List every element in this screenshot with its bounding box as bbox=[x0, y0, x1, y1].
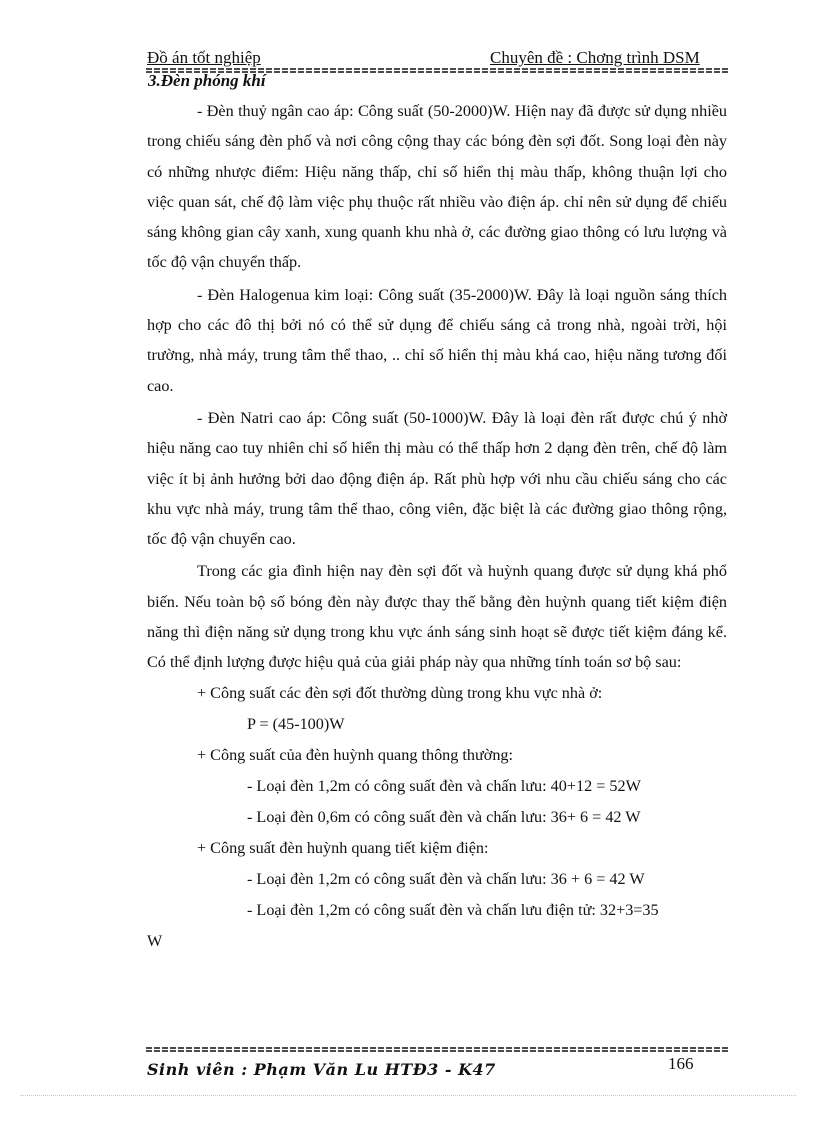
calc-energy-saving-electronic: - Loại đèn 1,2m có công suất đèn và chấn lưu điện tử: 32+3=35 bbox=[247, 900, 659, 919]
calc-item-incandescent: + Công suất các đèn sợi đốt thường dùng trong khu vực nhà ở: bbox=[197, 683, 603, 702]
calc-energy-saving-1-2m: - Loại đèn 1,2m có công suất đèn và chấn lưu: 36 + 6 = 42 W bbox=[247, 869, 645, 888]
header-thesis-label: Đồ án tốt nghiệp bbox=[147, 48, 261, 67]
calc-energy-saving-electronic-unit: W bbox=[147, 931, 163, 950]
paragraph-mercury-lamp: - Đèn thuỷ ngân cao áp: Công suất (50-2000)W. Hiện nay đã được sử dụng nhiều trong chiếu sáng đèn phố và nơi công cộng thay các bóng đèn sợi đốt. Song loại đèn này có những nhược điểm: Hiệu năng thấp, chỉ số hiển thị màu thấp, không thuận lợi cho việc quan sát, chế độ làm việc phụ thuộc rất nhiều vào điện áp. chỉ nên sử dụng để chiếu sáng không gian cây xanh, xung quanh khu nhà ở, các đường giao thông có lưu lượng và tốc độ vận chuyển thấp. bbox=[147, 102, 727, 272]
calc-fluorescent-0-6m: - Loại đèn 0,6m có công suất đèn và chấn lưu: 36+ 6 = 42 W bbox=[247, 807, 641, 826]
calc-item-energy-saving: + Công suất đèn huỳnh quang tiết kiệm điện: bbox=[197, 838, 489, 857]
footer-author: Sinh viên : Phạm Văn Lu HTĐ3 - K47 bbox=[147, 1060, 496, 1079]
header-topic-label: Chuyên đề : Chơng trình DSM bbox=[490, 48, 700, 67]
page-bottom-dotted-divider bbox=[20, 1095, 796, 1096]
paragraph-household-lighting: Trong các gia đình hiện nay đèn sợi đốt và huỳnh quang được sử dụng khá phổ biến. Nếu toàn bộ số bóng đèn này được thay thế bằng đèn huỳnh quang tiết kiệm điện năng thì điện năng sử dụng trong khu vực ánh sáng sinh hoạt sẽ được tiết kiệm đáng kể. Có thể định lượng được hiệu quả của giải pháp này qua những tính toán sơ bộ sau: bbox=[147, 562, 727, 672]
calc-formula-power: P = (45-100)W bbox=[247, 714, 345, 733]
paragraph-halide-lamp: - Đèn Halogenua kim loại: Công suất (35-2000)W. Đây là loại nguồn sáng thích hợp cho các đô thị bởi nó có thể sử dụng để chiếu sáng cả trong nhà, ngoài trời, hội trường, nhà máy, trung tâm thể thao, .. chỉ số hiển thị màu khá cao, hiệu năng tương đối cao. bbox=[147, 285, 727, 395]
page-number: 166 bbox=[668, 1054, 694, 1073]
document-body bbox=[147, 96, 727, 957]
paragraph-sodium-lamp: - Đèn Natri cao áp: Công suất (50-1000)W. Đây là loại đèn rất được chú ý nhờ hiệu năng cao tuy nhiên chỉ số hiển thị màu có thể thấp hơn 2 dạng đèn trên, chế độ làm việc ít bị ảnh hưởng bởi dao động điện áp. Rất phù hợp với nhu cầu chiếu sáng cho các khu vực nhà máy, trung tâm thể thao, công viên, đặc biệt là các đường giao thông rộng, tốc độ vận chuyển cao. bbox=[147, 408, 727, 549]
footer-wavy-rule bbox=[146, 1046, 730, 1054]
calc-fluorescent-1-2m: - Loại đèn 1,2m có công suất đèn và chấn lưu: 40+12 = 52W bbox=[247, 776, 641, 795]
calc-item-fluorescent: + Công suất của đèn huỳnh quang thông thường: bbox=[197, 745, 514, 764]
section-title: 3.Đèn phóng khí bbox=[148, 71, 266, 90]
